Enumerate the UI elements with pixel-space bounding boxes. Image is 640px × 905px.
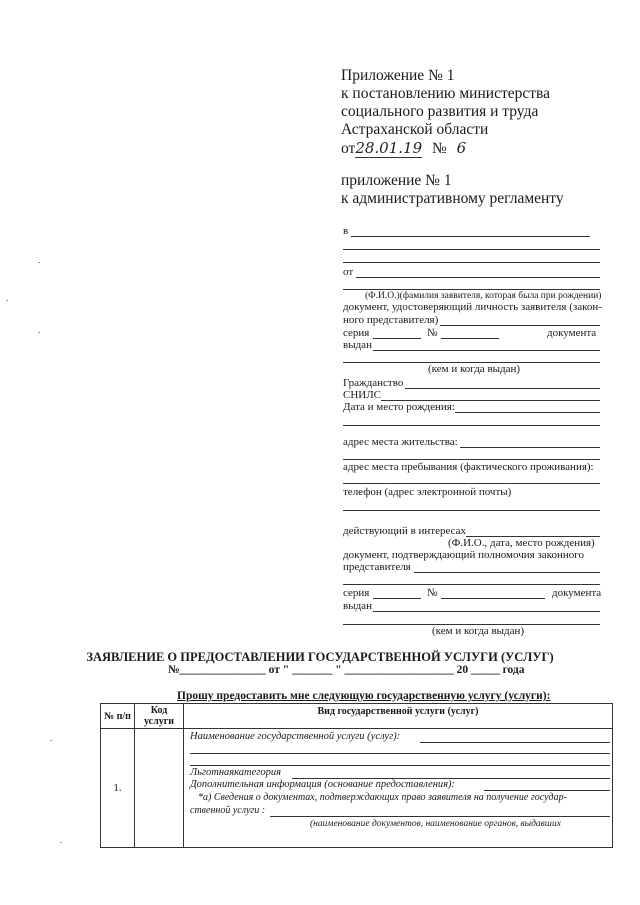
service-name-field[interactable] (420, 742, 610, 743)
privilege-label: Льготнаякатегория (190, 767, 282, 778)
service-cell (184, 729, 613, 848)
acting-label: действующий в интересах (343, 525, 467, 537)
extra-info-a-cont: ственной услуги : (190, 805, 266, 816)
residence-label: адрес места жительства: (343, 436, 458, 448)
series-label-2: серия (343, 587, 370, 599)
citizenship-label: Гражданство (343, 377, 404, 389)
regulation-line: приложение № 1 (341, 172, 452, 189)
snils-label: СНИЛС (343, 389, 382, 401)
handwritten-date: 28.01.19 (355, 139, 423, 157)
from-field[interactable] (356, 277, 600, 278)
to-field-line[interactable] (343, 262, 600, 263)
to-field-line[interactable] (343, 249, 600, 250)
appendix-line: Приложение № 1 (341, 67, 455, 84)
scan-speck (38, 262, 40, 263)
to-field[interactable] (351, 236, 590, 237)
service-name-field-line[interactable] (190, 753, 610, 754)
number-field[interactable] (441, 338, 499, 339)
scan-speck (38, 332, 40, 333)
authority-doc-label: документ, подтверждающий полномочия законного (343, 549, 584, 561)
number-label-2: № (427, 587, 438, 599)
appendix-date-line (341, 139, 466, 158)
row-number: 1. (101, 729, 135, 848)
scan-speck (50, 740, 52, 741)
stay-label: адрес места пребывания (фактического проживания): (343, 461, 594, 473)
series-label: серия (343, 327, 370, 339)
number-prefix: № (432, 140, 447, 157)
authority-doc-field[interactable] (414, 572, 600, 573)
extra-info-field[interactable] (484, 790, 610, 791)
application-title: ЗАЯВЛЕНИЕ О ПРЕДОСТАВЛЕНИИ ГОСУДАРСТВЕННОЙ УСЛУГИ (УСЛУГ) (86, 650, 554, 664)
services-table (100, 703, 613, 848)
appendix-line: к постановлению министерства (341, 85, 551, 102)
extra-info-caption: (наименование документов, наименование органов, выдавших (310, 819, 561, 829)
col-header-service: Вид государственной услуги (услуг) (184, 704, 613, 729)
service-name-label: Наименование государственной услуги (услуг): (190, 731, 401, 742)
residence-field[interactable] (460, 447, 600, 448)
issued-label-2: выдан (343, 600, 372, 612)
to-label: в (343, 225, 349, 237)
document-label-2: документа (552, 587, 602, 599)
col-header-number: № п/п (101, 704, 135, 729)
birth-field-line[interactable] (343, 425, 600, 426)
fio-caption: (Ф.И.О.)(фамилия заявителя, которая была при рождении) (365, 291, 602, 301)
document-label: документа (547, 327, 597, 339)
extra-info-label: Дополнительная информация (основание предоставления): (190, 779, 456, 790)
issued-caption: (кем и когда выдан) (428, 363, 521, 375)
extra-info-a: *а) Сведения о документах, подтверждающих право заявителя на получение государ- (198, 792, 567, 803)
phone-label: телефон (адрес электронной почты) (343, 486, 512, 498)
handwritten-number: 6 (456, 139, 467, 157)
scan-speck (60, 842, 62, 843)
extra-info-a-field[interactable] (270, 816, 610, 817)
authority-doc-field-line[interactable] (343, 584, 600, 585)
service-code-cell[interactable] (135, 729, 184, 848)
id-document-label-cont: ного представителя) (343, 314, 439, 326)
id-document-label: документ, удостоверяющий личность заявителя (закон- (343, 301, 602, 313)
application-number-line: №_______________ от " _______ " ___________________ 20 _____ года (168, 664, 525, 676)
birth-field[interactable] (455, 412, 600, 413)
number-label: № (427, 327, 438, 339)
date-prefix: от (341, 140, 356, 157)
service-name-field-line[interactable] (190, 765, 610, 766)
table-row (101, 729, 613, 848)
issued-field-2[interactable] (373, 611, 600, 612)
from-label: от (343, 266, 354, 278)
citizenship-field[interactable] (405, 388, 600, 389)
issued-field[interactable] (373, 350, 600, 351)
request-text: Прошу предоставить мне следующую государственную услугу (услуги): (177, 690, 551, 702)
series-field-2[interactable] (373, 598, 421, 599)
number-field-2[interactable] (441, 598, 545, 599)
col-header-code: Код услуги (135, 704, 184, 729)
appendix-line: социального развития и труда (341, 103, 539, 120)
authority-doc-label-cont: представителя (343, 561, 411, 573)
phone-field[interactable] (343, 510, 600, 511)
series-field[interactable] (373, 338, 421, 339)
regulation-line: к административному регламенту (341, 190, 564, 207)
table-header-row (101, 704, 613, 729)
stay-field[interactable] (343, 483, 600, 484)
issued-caption-2: (кем и когда выдан) (432, 625, 525, 637)
residence-field-line[interactable] (343, 459, 600, 460)
id-document-field[interactable] (440, 325, 600, 326)
appendix-line: Астраханской области (341, 121, 489, 138)
issued-label: выдан (343, 339, 372, 351)
scan-speck (6, 300, 8, 301)
acting-caption: (Ф.И.О., дата, место рождения) (448, 537, 595, 549)
birth-label: Дата и место рождения: (343, 401, 455, 413)
